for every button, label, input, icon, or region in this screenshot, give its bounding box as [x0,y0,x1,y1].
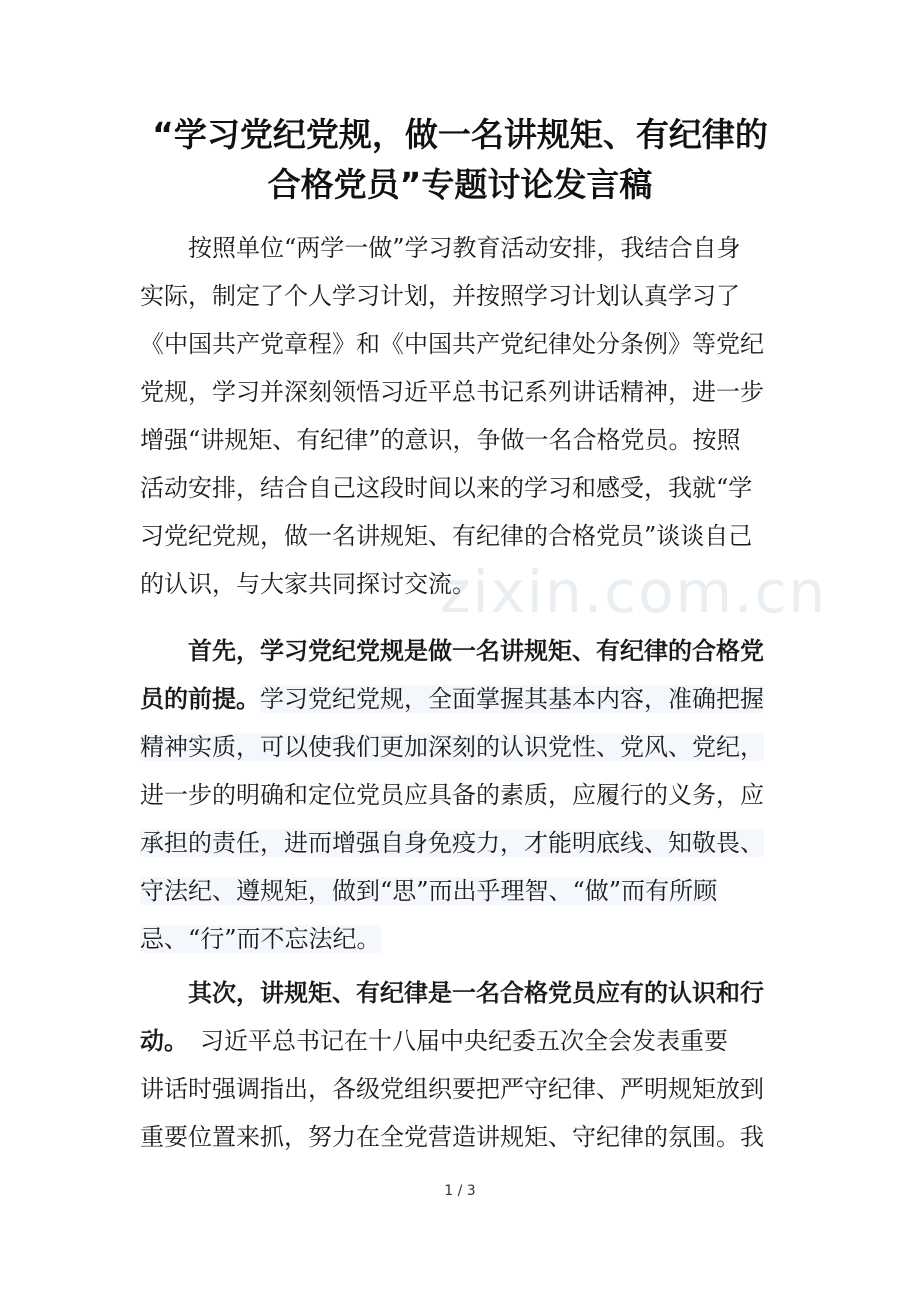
paragraph-line [140,867,780,915]
paragraph-line: 活动安排，结合自己这段时间以来的学习和感受，我就“学 [140,474,753,502]
paragraph-line: 重要位置来抓，努力在全党营造讲规矩、守纪律的氛围。我 [140,1123,764,1151]
title-line-1: “学习党纪党规，做一名讲规矩、有纪律的 [152,115,768,154]
paragraph-line: 实际，制定了个人学习计划，并按照学习计划认真学习了 [140,282,740,310]
paragraph-line [140,723,780,771]
paragraph-line [140,819,780,867]
paragraph-text: 精神实质，可以使我们更加深刻的认识党性、党风、党纪， [140,733,764,761]
paragraph-first-point [140,627,780,963]
section-heading-first-end: 员的前提。 [140,684,260,713]
section-heading-second: 其次，讲规矩、有纪律是一名合格党员应有的认识和行 [140,978,764,1007]
paragraph-text: 守法纪、遵规矩，做到“思”而出乎理智、“做”而有所顾 [140,877,718,905]
paragraph-line [140,915,780,963]
paragraph-line: 党规，学习并深刻领悟习近平总书记系列讲话精神，进一步 [140,378,764,406]
paragraph-second-point [140,969,780,1161]
paragraph-line: 习党纪党规，做一名讲规矩、有纪律的合格党员”谈谈自己 [140,522,753,550]
paragraph-line: 的认识，与大家共同探讨交流。 [140,570,476,598]
paragraph-line: 进一步的明确和定位党员应具备的素质，应履行的义务，应 [140,781,764,809]
watermark: zixin.com.cn [440,558,828,626]
paragraph-line [140,1017,780,1065]
paragraph-line [140,675,780,723]
paragraph-line: 增强“讲规矩、有纪律”的意识，争做一名合格党员。按照 [140,426,741,454]
paragraph-text: 学习党纪党规，全面掌握其基本内容，准确把握 [260,685,764,713]
paragraph-line: 《中国共产党章程》和《中国共产党纪律处分条例》等党纪 [140,330,764,358]
paragraph-text: 忌、“行”而不忘法纪。 [140,925,381,953]
paragraph-text: 承担的责任，进而增强自身免疫力，才能明底线、知敬畏、 [140,829,764,857]
section-heading-first: 首先，学习党纪党规是做一名讲规矩、有纪律的合格党 [140,636,764,665]
title-line-2: 合格党员”专题讨论发言稿 [267,165,653,204]
paragraph-text: 习近平总书记在十八届中央纪委五次全会发表重要 [176,1027,728,1055]
paragraph-intro [140,224,780,608]
paragraph-line: 讲话时强调指出，各级党组织要把严守纪律、严明规矩放到 [140,1075,764,1103]
section-heading-second-end: 动。 [140,1026,176,1055]
paragraph-line: 按照单位“两学一做”学习教育活动安排，我结合自身 [140,234,741,262]
document-title [140,110,780,210]
page-indicator: 1 / 3 [444,1183,476,1199]
